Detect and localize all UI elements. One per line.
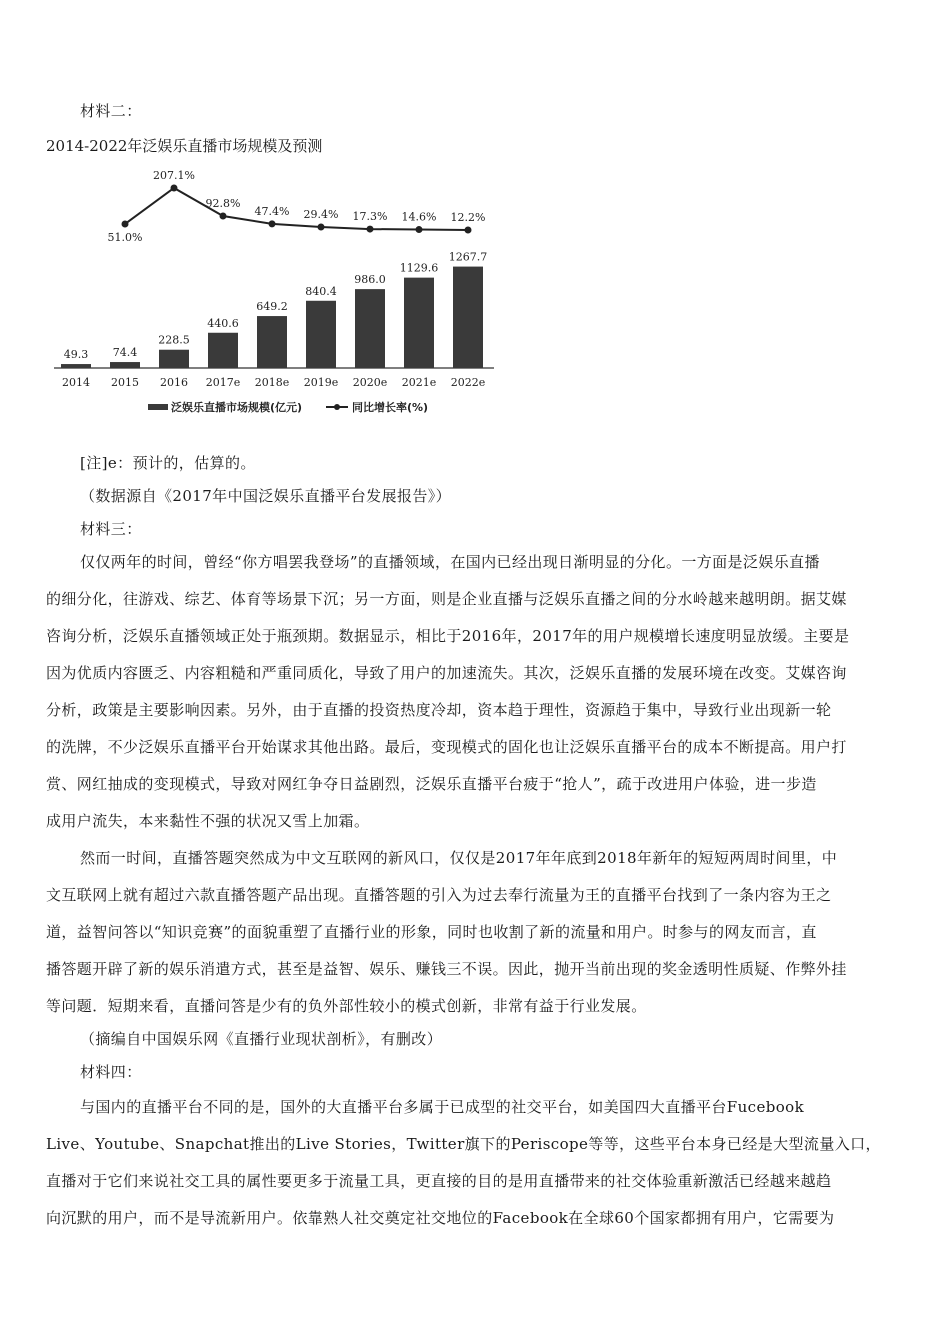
- x-tick-label: 2022e: [450, 376, 486, 389]
- bar: [306, 301, 336, 368]
- growth-rate-label: 207.1%: [153, 169, 195, 182]
- bar-value-label: 649.2: [256, 300, 288, 314]
- bar: [355, 289, 385, 368]
- growth-rate-label: 92.8%: [205, 197, 241, 210]
- legend-line-marker: [334, 404, 340, 410]
- paragraph-line: 的洗牌，不少泛娱乐直播平台开始谋求其他出路。最后，变现模式的固化也让泛娱乐直播平台的成本不断提高。用户打: [46, 738, 847, 756]
- paragraph-line: 然而一时间，直播答题突然成为中文互联网的新风口，仅仅是2017年年底到2018年新年的短短两周时间里，中: [80, 849, 838, 867]
- legend-bar-swatch: [148, 404, 168, 410]
- material-three-heading: 材料三：: [80, 520, 142, 538]
- x-tick-label: 2019e: [303, 376, 339, 389]
- legend-bar-label: 泛娱乐直播市场规模(亿元): [171, 401, 303, 414]
- growth-rate-label: 47.4%: [254, 204, 290, 218]
- x-tick-label: 2020e: [352, 376, 388, 389]
- growth-rate-point: [367, 226, 374, 233]
- bar: [453, 267, 483, 368]
- growth-rate-label: 29.4%: [303, 207, 339, 221]
- x-tick-label: 2014: [62, 376, 90, 389]
- bar-value-label: 228.5: [158, 333, 190, 347]
- paragraph-line: 的细分化，往游戏、综艺、体育等场景下沉；另一方面，则是企业直播与泛娱乐直播之间的分水岭越来越明朗。据艾媒: [46, 590, 847, 608]
- bar-value-label: 840.4: [305, 284, 337, 298]
- growth-rate-point: [269, 220, 276, 227]
- paragraph-line: 向沉默的用户，而不是导流新用户。依靠熟人社交奠定社交地位的Facebook在全球60个国家都拥有用户，它需要为: [46, 1209, 835, 1227]
- source-text-2: （摘编自中国娱乐网《直播行业现状剖析》，有删改）: [80, 1030, 443, 1048]
- paragraph-line: 分析，政策是主要影响因素。另外，由于直播的投资热度冷却，资本趋于理性，资源趋于集中，导致行业出现新一轮: [46, 701, 832, 719]
- growth-rate-point: [122, 221, 129, 228]
- material-two-heading: 材料二：: [80, 102, 142, 120]
- growth-rate-label: 14.6%: [401, 210, 437, 224]
- growth-rate-line: [125, 188, 468, 230]
- x-tick-label: 2021e: [401, 376, 437, 389]
- chart-title: 2014-2022年泛娱乐直播市场规模及预测: [46, 137, 323, 155]
- growth-rate-label: 51.0%: [107, 231, 143, 244]
- paragraph-line: 播答题开辟了新的娱乐消遣方式，甚至是益智、娱乐、赚钱三不误。因此，抛开当前出现的奖金透明性质疑、作弊外挂: [46, 960, 847, 978]
- legend-line-label: 同比增长率(%): [352, 401, 429, 414]
- paragraph-line: 道，益智问答以“知识竞赛”的面貌重塑了直播行业的形象，同时也收割了新的流量和用户。时参与的网友而言，直: [46, 923, 817, 941]
- paragraph-line: Live、Youtube、Snapchat推出的Live Stories，Twitter旗下的Periscope等等，这些平台本身已经是大型流量入口，: [46, 1135, 881, 1153]
- x-tick-label: 2015: [111, 376, 139, 389]
- paragraph-line: 与国内的直播平台不同的是，国外的大直播平台多属于已成型的社交平台，如美国四大直播平台Fucebook: [80, 1098, 805, 1116]
- paragraph-line: 赏、网红抽成的变现模式，导致对网红争夺日益剧烈，泛娱乐直播平台疲于“抢人”，疏于改进用户体验，进一步造: [46, 775, 817, 793]
- bar-value-label: 440.6: [207, 316, 239, 330]
- growth-rate-point: [318, 223, 325, 230]
- growth-rate-point: [171, 185, 178, 192]
- note-text: [注]e：预计的，估算的。: [80, 454, 256, 472]
- growth-rate-point: [465, 226, 472, 233]
- x-tick-label: 2016: [160, 376, 188, 389]
- paragraph-line: 等问题．短期来看，直播问答是少有的负外部性较小的模式创新，非常有益于行业发展。: [46, 997, 647, 1015]
- x-tick-label: 2018e: [254, 376, 290, 389]
- paragraph-line: 文互联网上就有超过六款直播答题产品出现。直播答题的引入为过去奉行流量为王的直播平台找到了一条内容为王之: [46, 886, 832, 904]
- bar: [110, 362, 140, 368]
- bar-value-label: 1267.7: [448, 250, 488, 264]
- market-size-chart: [46, 168, 506, 420]
- bar-value-label: 49.3: [63, 348, 89, 362]
- growth-rate-point: [220, 213, 227, 220]
- bar: [61, 364, 91, 368]
- bar-value-label: 1129.6: [399, 261, 439, 275]
- material-four-heading: 材料四：: [80, 1063, 142, 1081]
- bar: [208, 333, 238, 368]
- growth-rate-label: 12.2%: [450, 210, 486, 224]
- bar: [159, 350, 189, 368]
- paragraph-line: 直播对于它们来说社交工具的属性要更多于流量工具，更直接的目的是用直播带来的社交体验重新激活已经越来越趋: [46, 1172, 832, 1190]
- paragraph-line: 咨询分析，泛娱乐直播领域正处于瓶颈期。数据显示，相比于2016年，2017年的用户规模增长速度明显放缓。主要是: [46, 627, 850, 645]
- bar-value-label: 986.0: [354, 273, 386, 287]
- growth-rate-label: 17.3%: [352, 210, 388, 224]
- x-tick-label: 2017e: [205, 376, 241, 389]
- bar: [257, 316, 287, 368]
- bar-value-label: 74.4: [112, 346, 138, 360]
- bar: [404, 278, 434, 368]
- paragraph-line: 因为优质内容匮乏、内容粗糙和严重同质化，导致了用户的加速流失。其次，泛娱乐直播的发展环境在改变。艾媒咨询: [46, 664, 847, 682]
- paragraph-line: 成用户流失，本来黏性不强的状况又雪上加霜。: [46, 812, 370, 830]
- paragraph-line: 仅仅两年的时间，曾经“你方唱罢我登场”的直播领域，在国内已经出现日渐明显的分化。一方面是泛娱乐直播: [80, 553, 820, 571]
- source-text: （数据源自《2017年中国泛娱乐直播平台发展报告》）: [80, 487, 452, 505]
- growth-rate-point: [416, 226, 423, 233]
